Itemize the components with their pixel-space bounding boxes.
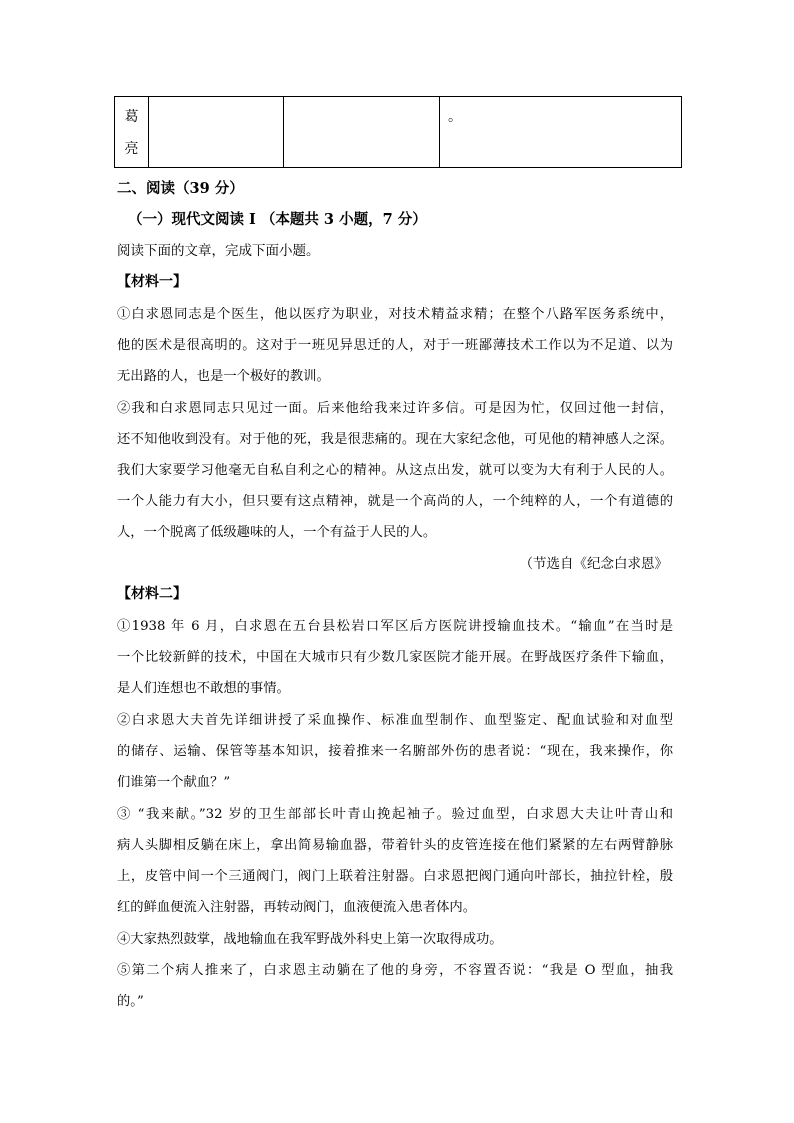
material2-line: 一个比较新鲜的技术，中国在大城市只有少数几家医院才能开展。在野战医疗条件下输血，	[117, 650, 673, 665]
material2-line: ④大家热烈鼓掌，战地输血在我军野战外科史上第一次取得成功。	[117, 932, 503, 947]
material1-line: 人，一个脱离了低级趣味的人，一个有益于人民的人。	[117, 525, 437, 540]
table-cell-answer: 。	[440, 97, 682, 168]
material1-source: （节选自《纪念白求恩》	[519, 556, 668, 572]
material2-line: 的储存、运输、保管等基本知识，接着推来一名腑部外伤的患者说：“现在，我来操作，你	[117, 744, 673, 759]
material1-line: 无出路的人，也是一个极好的教训。	[117, 369, 330, 384]
material2-line: 病人头脚相反躺在床上，拿出简易输血器，带着针头的皮管连接在他们紧紧的左右两臂静脉	[117, 838, 673, 853]
material2-line: ①1938 年 6 月，白求恩在五台县松岩口军区后方医院讲授输血技术。“输血”在当时是	[117, 619, 673, 634]
material2-line: 上，皮管中间一个三通阀门，阀门上联着注射器。白求恩把阀门通向叶部长，抽拉针栓，殷	[117, 869, 673, 884]
material2-line: 红的鲜血便流入注射器，再转动阀门，血液便流入患者体内。	[117, 900, 477, 915]
material1-line: ②我和白求恩同志只见过一面。后来他给我来过许多信。可是因为忙，仅回过他一封信，	[117, 401, 673, 416]
material1-line: 我们大家要学习他毫无自私自利之心的精神。从这点出发，就可以变为大有利于人民的人。	[117, 463, 673, 478]
table-cell-blank-1	[149, 97, 284, 168]
material1-label: 【材料一】	[117, 274, 187, 290]
table-cell-char-2: 亮	[124, 141, 139, 157]
table-cell-blank-2	[284, 97, 440, 168]
material1-line: 一个人能力有大小，但只要有这点精神，就是一个高尚的人，一个纯粹的人，一个有道德的	[117, 494, 673, 509]
material1-line: ①白求恩同志是个医生，他以医疗为职业，对技术精益求精；在整个八路军医务系统中，	[117, 307, 673, 322]
material2-line: 是人们连想也不敢想的事情。	[117, 681, 290, 696]
material1-line: 他的医术是很高明的。这对于一班见异思迁的人，对于一班鄙薄技术工作以为不足道、以为	[117, 338, 673, 353]
table-cell-name	[115, 97, 149, 168]
subsection-title: （一）现代文阅读 I （本题共 3 小题，7 分）	[128, 211, 427, 228]
material2-label: 【材料二】	[117, 586, 187, 602]
section-title: 二、阅读（39 分）	[117, 180, 244, 197]
answer-table	[114, 96, 682, 168]
instruction-text: 阅读下面的文章，完成下面小题。	[117, 243, 320, 259]
material2-line: ②白求恩大夫首先详细讲授了采血操作、标准血型制作、血型鉴定、配血试验和对血型	[117, 713, 673, 728]
material2-line: 的。”	[117, 994, 144, 1009]
material2-line: ⑤第二个病人推来了，白求恩主动躺在了他的身旁，不容置否说：“我是 O 型血，抽我	[117, 963, 673, 978]
material1-line: 还不知他收到没有。对于他的死，我是很悲痛的。现在大家纪念他，可见他的精神感人之深。	[117, 432, 673, 447]
material2-line: 们谁第一个献血？”	[117, 775, 231, 790]
table-cell-char-1: 葛	[124, 109, 139, 125]
material2-line: ③ “我来献。”32 岁的卫生部部长叶青山挽起袖子。验过血型，白求恩大夫让叶青山和	[117, 807, 673, 822]
